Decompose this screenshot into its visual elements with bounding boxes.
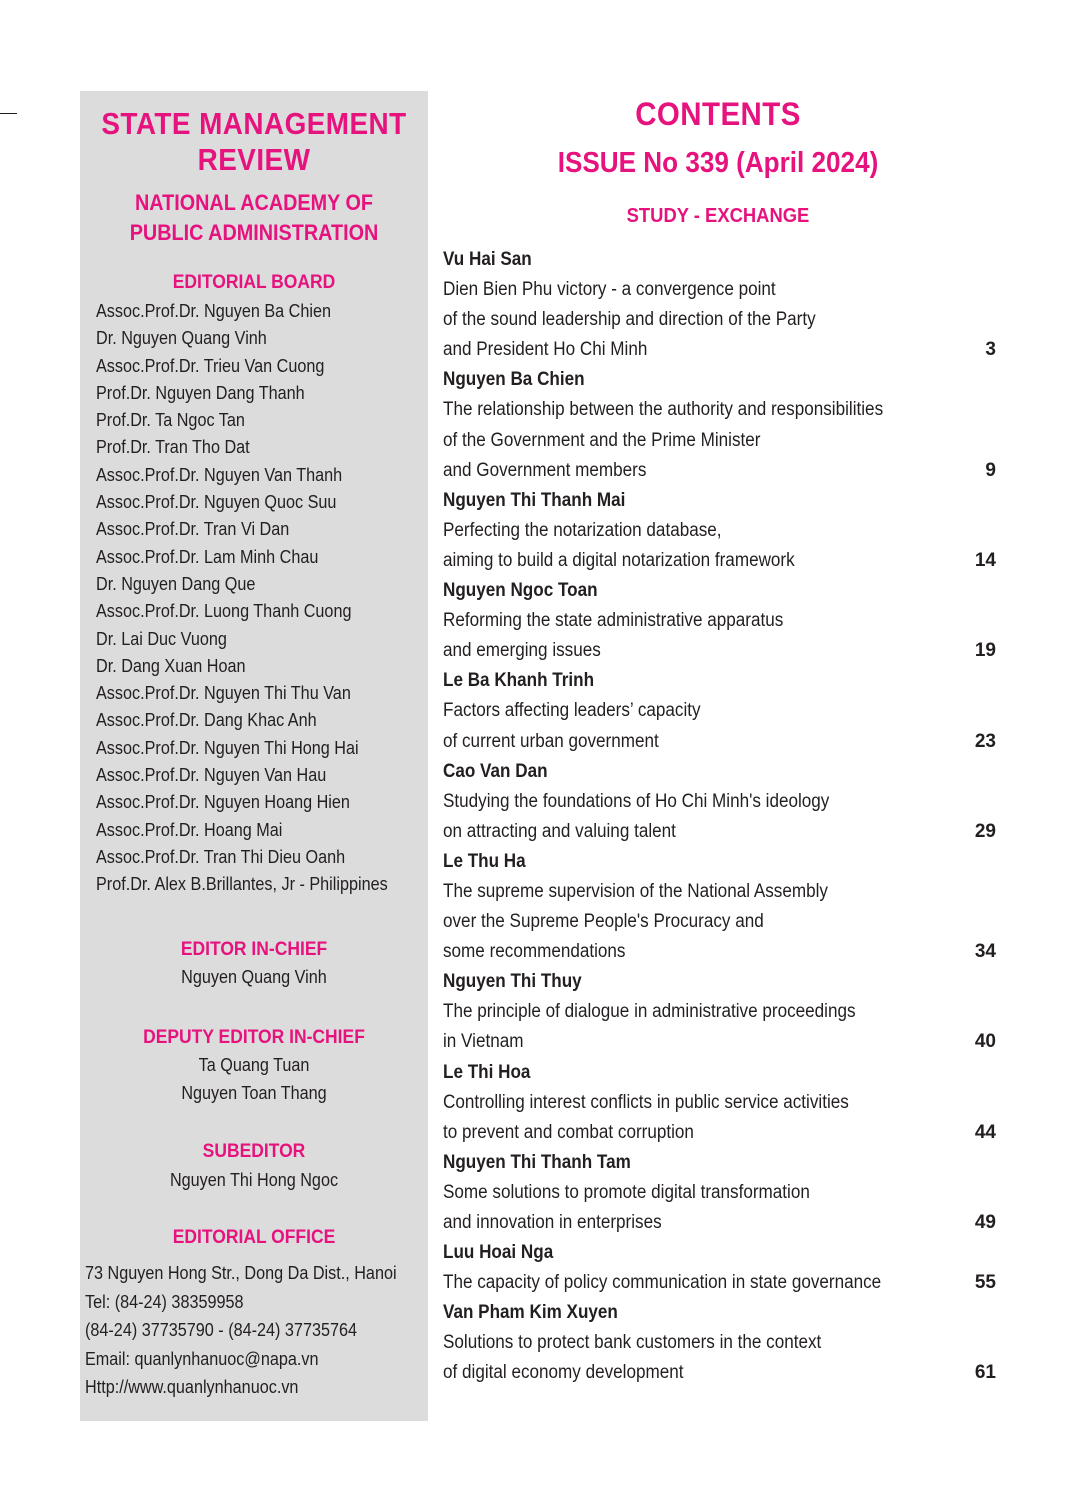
toc-author: Nguyen Thi Thanh Mai [443,489,626,511]
toc-entry[interactable] [443,1148,996,1238]
publisher-line-2: PUBLIC ADMINISTRATION [129,220,379,245]
board-member: Prof.Dr. Tran Tho Dat [96,437,250,458]
subeditor-name: Nguyen Thi Hong Ngoc [169,1170,339,1190]
board-member: Assoc.Prof.Dr. Tran Vi Dan [96,519,290,540]
toc-article-title-line: and innovation in enterprises [443,1212,662,1233]
board-member: Assoc.Prof.Dr. Nguyen Hoang Hien [96,792,350,813]
publisher-line-1: NATIONAL ACADEMY OF [135,190,373,215]
office-phone-alt: (84-24) 37735790 - (84-24) 37735764 [85,1320,358,1340]
toc-author: Vu Hai San [443,249,532,270]
toc-article-title-line: and emerging issues [443,640,601,662]
toc-article-title-line: some recommendations [443,941,626,963]
board-member: Assoc.Prof.Dr. Hoang Mai [96,819,283,840]
toc-page-number: 29 [974,820,996,842]
toc-page-number: 19 [974,640,996,662]
toc-entry[interactable] [443,1058,996,1148]
toc-article-title-line: Studying the foundations of Ho Chi Minh's ideology [443,790,830,812]
toc-entry[interactable] [443,576,996,666]
toc-page-number: 49 [974,1212,996,1233]
issue-number: ISSUE No 339 (April 2024) [557,147,879,179]
section-heading: STUDY - EXCHANGE [626,205,810,227]
toc-article-title-line: of the Government and the Prime Minister [443,429,761,451]
editor-in-chief-names [80,964,428,992]
board-member: Assoc.Prof.Dr. Dang Khac Anh [96,710,317,731]
masthead-panel [80,91,428,1421]
board-member: Dr. Dang Xuan Hoan [96,655,246,676]
toc-author: Le Ba Khanh Trinh [443,670,595,692]
toc-article-title-line: of digital economy development [443,1362,684,1384]
board-member: Assoc.Prof.Dr. Nguyen Van Hau [96,765,327,786]
toc-page-number: 9 [985,459,996,481]
subeditor-heading: SUBEDITOR [202,1141,306,1162]
toc-article-title-line: Dien Bien Phu victory - a convergence point [443,279,776,301]
toc-author: Nguyen Thi Thuy [443,971,582,993]
toc-author: Nguyen Ngoc Toan [443,580,598,602]
board-member: Assoc.Prof.Dr. Nguyen Ba Chien [96,301,332,321]
toc-page-number: 3 [985,339,996,361]
toc-page-number: 23 [974,730,996,752]
board-member: Assoc.Prof.Dr. Nguyen Thi Hong Hai [96,737,359,758]
toc-article-title-line: The supreme supervision of the National Assembly [443,880,828,902]
toc-author: Nguyen Thi Thanh Tam [443,1151,631,1173]
toc-article-title-line: Some solutions to promote digital transformation [443,1181,810,1203]
toc-article-title-line: in Vietnam [443,1031,524,1053]
journal-title-line-2: REVIEW [197,142,311,177]
board-member: Assoc.Prof.Dr. Luong Thanh Cuong [96,601,352,622]
toc-article-title-line: to prevent and combat corruption [443,1121,694,1143]
toc-article-title-line: of the sound leadership and direction of the Party [443,309,816,331]
toc-article-title-line: The relationship between the authority and responsibilities [443,399,884,421]
subeditor-names [80,1167,428,1195]
toc-entry[interactable] [443,847,996,967]
board-member: Prof.Dr. Nguyen Dang Thanh [96,382,305,403]
toc-author: Nguyen Ba Chien [443,369,585,391]
deputy-editor-heading: DEPUTY EDITOR IN-CHIEF [143,1027,365,1048]
editorial-board-list [96,298,420,899]
toc-entry[interactable] [443,757,996,847]
editorial-board-heading: EDITORIAL BOARD [172,272,336,293]
toc-page-number: 34 [974,941,996,963]
contents-heading: CONTENTS [635,96,801,132]
board-member: Prof.Dr. Alex B.Brillantes, Jr - Philippines [96,874,388,895]
toc-article-title-line: The capacity of policy communication in state governance [443,1272,882,1294]
toc-entry[interactable] [443,666,996,756]
editorial-office-heading: EDITORIAL OFFICE [172,1227,336,1248]
office-phone: Tel: (84-24) 38359958 [85,1291,244,1312]
toc-article-title-line: Factors affecting leaders’ capacity [443,700,701,722]
toc-article-title-line: and Government members [443,459,647,481]
board-member: Assoc.Prof.Dr. Nguyen Quoc Suu [96,492,337,513]
board-member: Dr. Lai Duc Vuong [96,628,227,649]
toc-article-title-line: Perfecting the notarization database, [443,519,722,541]
deputy-editor-name: Nguyen Toan Thang [181,1082,327,1103]
toc-article-title-line: Controlling interest conflicts in public service activities [443,1091,849,1113]
toc-entry[interactable] [443,1298,996,1388]
toc-article-title-line: aiming to build a digital notarization framework [443,549,795,571]
toc-author: Luu Hoai Nga [443,1242,554,1264]
toc-entry[interactable] [443,365,996,485]
board-member: Dr. Nguyen Dang Que [96,573,256,594]
board-member: Assoc.Prof.Dr. Lam Minh Chau [96,546,319,567]
toc-page-number: 40 [974,1031,996,1053]
toc-article-title-line: and President Ho Chi Minh [443,339,648,361]
crop-mark [0,113,17,114]
board-member: Prof.Dr. Ta Ngoc Tan [96,410,245,431]
office-website[interactable]: Http://www.quanlynhanuoc.vn [85,1377,299,1397]
board-member: Assoc.Prof.Dr. Tran Thi Dieu Oanh [96,846,346,867]
toc-page-number: 61 [974,1362,996,1384]
toc-page-number: 44 [974,1121,996,1143]
toc-author: Van Pham Kim Xuyen [443,1302,618,1324]
toc-article-title-line: on attracting and valuing talent [443,820,676,842]
table-of-contents [443,245,996,1389]
board-member: Assoc.Prof.Dr. Nguyen Van Thanh [96,464,343,485]
deputy-editor-names [80,1052,428,1107]
journal-title-line-1: STATE MANAGEMENT [101,106,407,141]
toc-author: Le Thi Hoa [443,1061,531,1083]
toc-entry[interactable] [443,1238,996,1298]
board-member: Dr. Nguyen Quang Vinh [96,328,267,349]
toc-article-title-line: Solutions to protect bank customers in the context [443,1332,822,1354]
toc-article-title-line: Reforming the state administrative apparatus [443,610,784,632]
publisher-name [97,188,410,248]
toc-entry[interactable] [443,486,996,576]
toc-article-title-line: over the Supreme People's Procuracy and [443,911,764,933]
office-email[interactable]: Email: quanlynhanuoc@napa.vn [85,1348,319,1369]
toc-entry[interactable] [443,245,996,365]
editor-in-chief-name: Nguyen Quang Vinh [181,967,327,987]
toc-entry[interactable] [443,967,996,1057]
board-member: Assoc.Prof.Dr. Nguyen Thi Thu Van [96,683,351,704]
toc-author: Le Thu Ha [443,850,526,872]
board-member: Assoc.Prof.Dr. Trieu Van Cuong [96,355,325,376]
journal-title [97,106,410,178]
editor-in-chief-heading: EDITOR IN-CHIEF [180,939,328,960]
toc-page-number: 14 [974,549,996,571]
editorial-office-details [85,1259,431,1402]
office-address: 73 Nguyen Hong Str., Dong Da Dist., Hanoi [85,1263,397,1283]
deputy-editor-name: Ta Quang Tuan [198,1055,310,1075]
toc-author: Cao Van Dan [443,760,548,782]
toc-article-title-line: The principle of dialogue in administrative proceedings [443,1001,856,1023]
toc-article-title-line: of current urban government [443,730,659,752]
toc-page-number: 55 [974,1272,996,1294]
